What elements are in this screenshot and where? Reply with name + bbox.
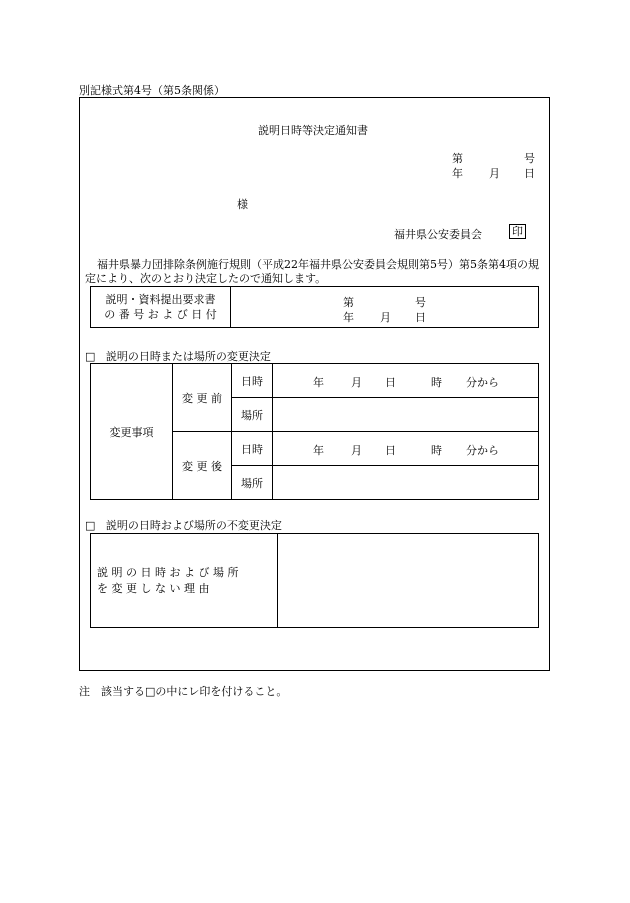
- request-year: 年: [343, 311, 354, 324]
- footnote: 注 該当する□の中にレ印を付けること。: [79, 685, 288, 698]
- number-go: 号: [524, 152, 535, 165]
- request-table: [90, 286, 539, 328]
- request-go: 号: [415, 296, 426, 309]
- reason-value-cell[interactable]: [278, 534, 539, 628]
- before-datetime-label: 日時: [232, 364, 273, 398]
- section1-checkbox[interactable]: □: [85, 350, 96, 363]
- request-label-line1: 説明・資料提出要求書: [105, 293, 216, 306]
- after-place-cell[interactable]: [273, 466, 539, 500]
- reason-label-cell: [91, 534, 278, 628]
- form-header: 別記様式第4号（第5条関係）: [79, 84, 225, 97]
- seal-mark: [509, 224, 526, 239]
- after-datetime-label: 日時: [232, 432, 273, 466]
- date-month: 月: [489, 167, 500, 180]
- date-day: 日: [524, 167, 535, 180]
- before-place-label: 場所: [232, 398, 273, 432]
- section1-heading: [85, 348, 271, 364]
- section2-checkbox[interactable]: □: [85, 519, 96, 532]
- before-minute: 分から: [466, 376, 499, 389]
- seal-label: 印: [509, 224, 526, 239]
- request-month: 月: [380, 311, 391, 324]
- after-minute: 分から: [466, 444, 499, 457]
- request-day: 日: [415, 311, 426, 324]
- after-hour: 時: [431, 444, 442, 457]
- before-datetime-cell[interactable]: [273, 364, 539, 398]
- after-place-label: 場所: [232, 466, 273, 500]
- change-after-label: 変 更 後: [173, 432, 232, 500]
- change-before-label: 変 更 前: [173, 364, 232, 432]
- request-label-line2: の 番 号 お よ び 日 付: [104, 308, 217, 321]
- issuer-name: 福井県公安委員会: [394, 228, 482, 241]
- body-text-line2: 定により、次のとおり決定したので通知します。: [85, 272, 327, 285]
- change-table: [90, 363, 539, 500]
- document-title: 説明日時等決定通知書: [258, 124, 368, 137]
- before-year: 年: [313, 376, 324, 389]
- before-hour: 時: [431, 376, 442, 389]
- reason-label-line1: 説 明 の 日 時 お よ び 場 所: [97, 565, 239, 579]
- date-year: 年: [452, 167, 463, 180]
- number-dai: 第: [452, 152, 463, 165]
- reason-label-line2: を 変 更 し な い 理 由: [97, 581, 210, 595]
- before-day: 日: [385, 376, 396, 389]
- request-dai: 第: [343, 296, 354, 309]
- before-month: 月: [351, 376, 362, 389]
- request-label-cell: [91, 287, 231, 328]
- change-row-header: 変更事項: [91, 364, 173, 500]
- after-day: 日: [385, 444, 396, 457]
- after-year: 年: [313, 444, 324, 457]
- after-datetime-cell[interactable]: [273, 432, 539, 466]
- section2-label: 説明の日時および場所の不変更決定: [105, 519, 282, 532]
- after-month: 月: [351, 444, 362, 457]
- body-text-line1: 福井県暴力団排除条例施行規則（平成22年福井県公安委員会規則第5号）第5条第4項の規: [97, 258, 539, 271]
- section2-heading: [85, 517, 282, 533]
- reason-table: [90, 533, 539, 628]
- before-place-cell[interactable]: [273, 398, 539, 432]
- addressee-suffix: 様: [237, 198, 248, 211]
- section1-label: 説明の日時または場所の変更決定: [105, 350, 271, 363]
- request-value-cell[interactable]: [231, 287, 539, 328]
